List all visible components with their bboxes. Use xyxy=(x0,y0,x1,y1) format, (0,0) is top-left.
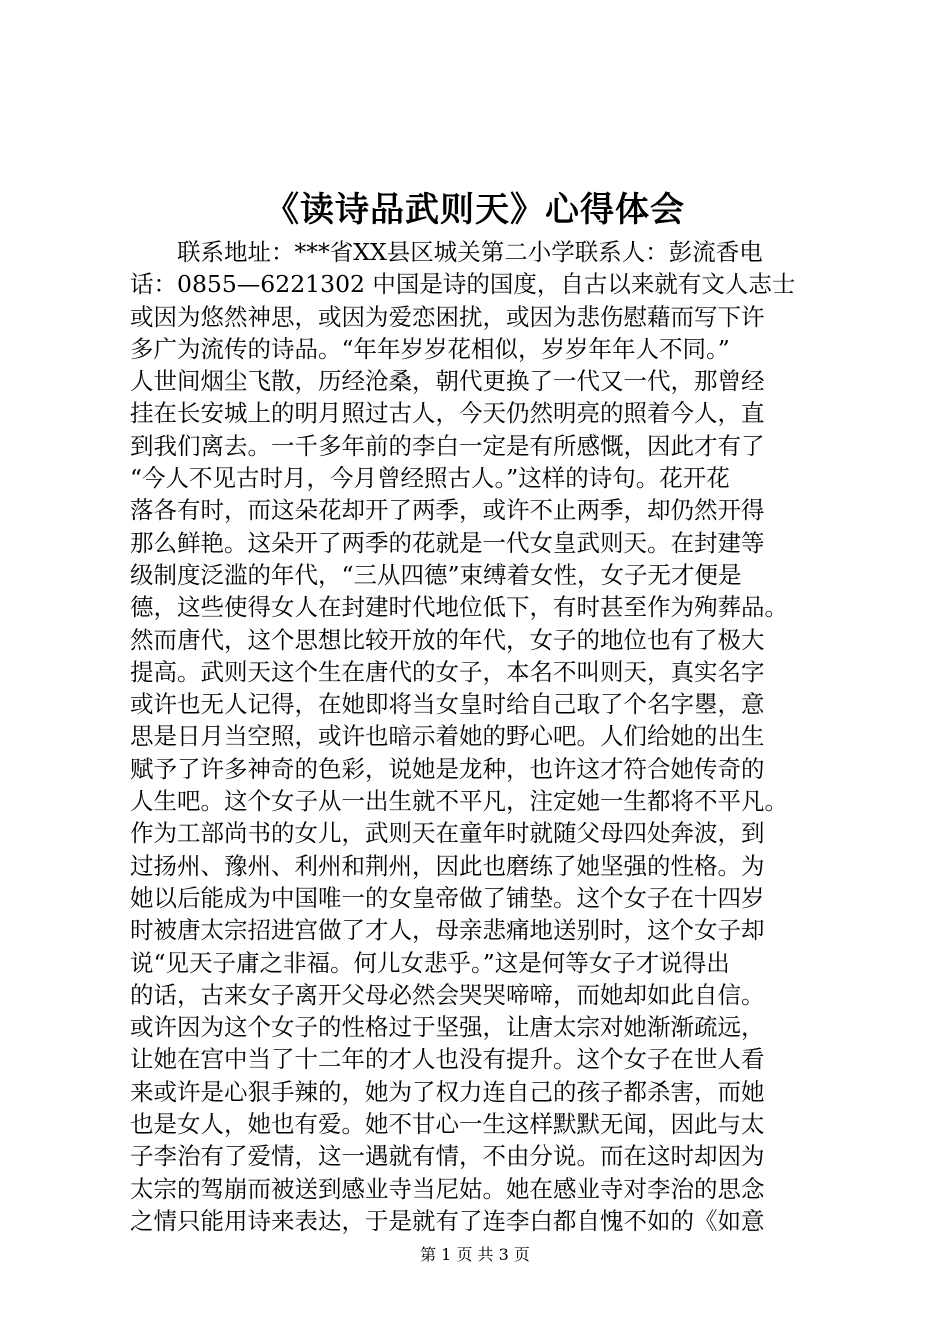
body-line: “今人不见古时月，今月曾经照古人。”这样的诗句。花开花 xyxy=(130,464,730,493)
body-line: 赋予了许多神奇的色彩，说她是龙种，也许这才符合她传奇的 xyxy=(130,754,765,783)
body-line: 人世间烟尘飞散，历经沧桑，朝代更换了一代又一代，那曾经 xyxy=(130,367,765,396)
body-line: 或因为悠然神思，或因为爱恋困扰，或因为悲伤慰藉而写下许 xyxy=(130,302,765,331)
body-line: 落各有时，而这朵花却开了两季，或许不止两季，却仍然开得 xyxy=(130,496,765,525)
body-line: 子李治有了爱情，这一遇就有情，不由分说。而在这时却因为 xyxy=(130,1142,765,1171)
body-line: 多广为流传的诗品。“年年岁岁花相似，岁岁年年人不同。” xyxy=(130,334,730,363)
body-line: 来或许是心狠手辣的，她为了权力连自己的孩子都杀害，而她 xyxy=(130,1077,765,1106)
body-line: 之情只能用诗来表达，于是就有了连李白都自愧不如的《如意 xyxy=(130,1206,765,1235)
body-line: 让她在宫中当了十二年的才人也没有提升。这个女子在世人看 xyxy=(130,1045,765,1074)
body-line: 或许因为这个女子的性格过于坚强，让唐太宗对她渐渐疏远， xyxy=(130,1013,765,1042)
body-line: 那么鲜艳。这朵开了两季的花就是一代女皇武则天。在封建等 xyxy=(130,528,765,557)
body-line: 作为工部尚书的女儿，武则天在童年时就随父母四处奔波，到 xyxy=(130,819,765,848)
body-line: 级制度泛滥的年代，“三从四德”束缚着女性，女子无才便是 xyxy=(130,560,742,589)
body-line: 到我们离去。一千多年前的李白一定是有所感慨，因此才有了 xyxy=(130,431,765,460)
body-line: 说“见天子庸之非福。何儿女悲乎。”这是何等女子才说得出 xyxy=(130,948,730,977)
page-number-footer: 第 1 页 共 3 页 xyxy=(420,1245,530,1264)
body-line: 思是日月当空照，或许也暗示着她的野心吧。人们给她的出生 xyxy=(130,722,765,751)
body-line: 或许也无人记得，在她即将当女皇时给自己取了个名字瞾，意 xyxy=(130,690,765,719)
body-line: 她以后能成为中国唯一的女皇帝做了铺垫。这个女子在十四岁 xyxy=(130,883,765,912)
body-line: 挂在长安城上的明月照过古人，今天仍然明亮的照着今人，直 xyxy=(130,399,765,428)
body-line: 的话，古来女子离开父母必然会哭哭啼啼，而她却如此自信。 xyxy=(130,980,765,1009)
body-line: 过扬州、豫州、利州和荆州，因此也磨练了她坚强的性格。为 xyxy=(130,851,765,880)
body-line: 时被唐太宗招进宫做了才人，母亲悲痛地送别时，这个女子却 xyxy=(130,916,765,945)
body-line: 话：0855—6221302 中国是诗的国度，自古以来就有文人志士 xyxy=(130,270,796,299)
document-title: 《读诗品武则天》心得体会 xyxy=(265,190,685,230)
document-body xyxy=(130,236,830,1237)
body-line: 联系地址：***省XX县区城关第二小学联系人：彭流香电 xyxy=(177,238,763,266)
body-line: 德，这些使得女人在封建时代地位低下，有时甚至作为殉葬品。 xyxy=(130,593,788,622)
body-line: 也是女人，她也有爱。她不甘心一生这样默默无闻，因此与太 xyxy=(130,1110,765,1139)
body-line: 提高。武则天这个生在唐代的女子，本名不叫则天，真实名字 xyxy=(130,657,765,686)
body-line: 人生吧。这个女子从一出生就不平凡，注定她一生都将不平凡。 xyxy=(130,787,788,816)
body-line: 太宗的驾崩而被送到感业寺当尼姑。她在感业寺对李治的思念 xyxy=(130,1174,765,1203)
body-line: 然而唐代，这个思想比较开放的年代，女子的地位也有了极大 xyxy=(130,625,765,654)
